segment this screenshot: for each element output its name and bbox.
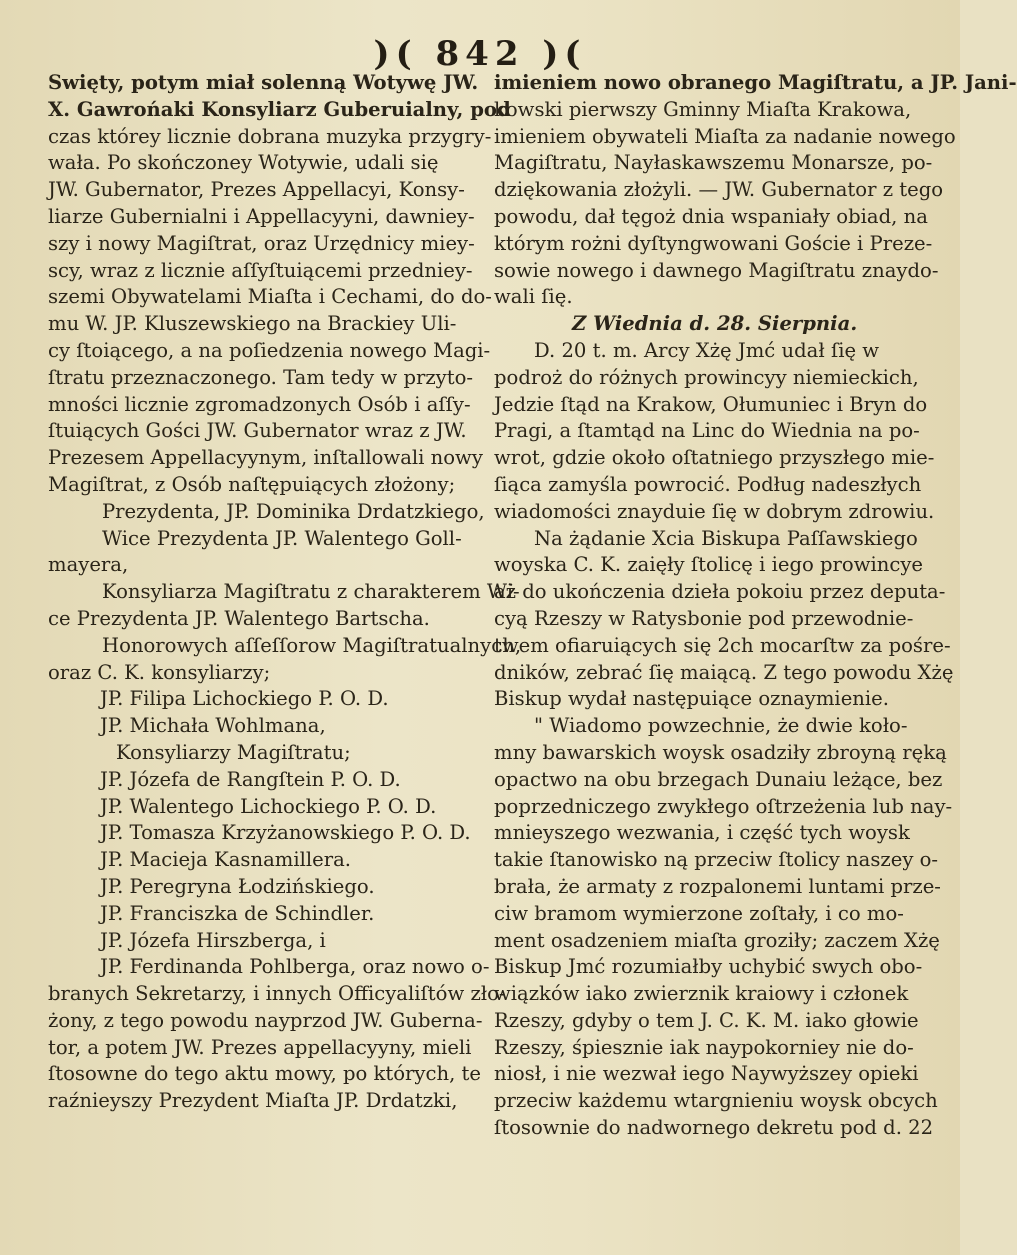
text-line: Pragi, a ſtamtąd na Linc do Wiednia na po- — [494, 419, 920, 443]
text-line: wała. Po skończoney Wotywie, udali się — [48, 151, 439, 175]
text-line: cy ſtoiącego, a na poſiedzenia nowego Magi- — [48, 338, 491, 362]
text-line: wiadomości znayduie ſię w dobrym zdrowiu. — [494, 499, 935, 523]
text-line: Konsyliarzy Magiſtratu; — [116, 740, 351, 764]
text-line: ce Prezydenta JP. Walentego Bartscha. — [48, 606, 430, 630]
text-line: ment osadzeniem miaſta groziły; zaczem Xżę — [494, 928, 940, 952]
text-line: Magiſtratu, Nayłaskawszemu Monarsze, po- — [494, 151, 933, 175]
text-line: żony, z tego powodu nayprzod JW. Guberna- — [48, 1008, 483, 1032]
text-line: cyą Rzeszy w Ratysbonie pod przewodnie- — [494, 606, 914, 630]
text-line: JP. Józefa Hirszberga, i — [100, 928, 326, 952]
text-line: sowie nowego i dawnego Magiſtratu znaydo- — [494, 258, 939, 282]
text-line: Prezesem Appellacyynym, inſtallowali nowy — [48, 446, 483, 470]
text-line: ſtosowne do tego aktu mowy, po których, te — [48, 1062, 482, 1086]
text-line: ſtuiących Gości JW. Gubernator wraz z JW. — [48, 419, 467, 443]
text-line: podroż do różnych prowincyy niemieckich, — [494, 365, 919, 389]
text-line: twem ofiaruiących się 2ch mocarſtw za pośre- — [494, 633, 951, 657]
left-text-column — [48, 70, 522, 1115]
text-line: D. 20 t. m. Arcy Xżę Jmć udał ſię w — [534, 338, 880, 362]
text-line: X. Gawrońaki Konsyliarz Guberuialny, pod — [48, 97, 511, 121]
text-line: wali ſię. — [494, 285, 573, 309]
text-line: mu W. JP. Kluszewskiego na Brackiey Uli- — [48, 312, 457, 336]
text-line: Prezydenta, JP. Dominika Drdatzkiego, — [102, 499, 485, 523]
text-line: JP. Macieja Kasnamillera. — [100, 848, 352, 872]
text-line: Biskup wydał następuiące oznaymienie. — [494, 687, 890, 711]
text-line: raźnieyszy Prezydent Miaſta JP. Drdatzki, — [48, 1089, 458, 1113]
text-line: oraz C. K. konsyliarzy; — [48, 660, 271, 684]
text-line: woyska C. K. zaięły ſtolicę i iego prowincye — [494, 553, 924, 577]
text-line: imieniem obywateli Miaſta za nadanie nowego — [494, 124, 956, 148]
text-line: szy i nowy Magiſtrat, oraz Urzędnicy miey- — [48, 231, 475, 255]
text-line: Honorowych aſſeſſorow Magiſtratualnych, — [102, 633, 522, 657]
text-line: Swięty, potym miał solenną Wotywę JW. — [48, 71, 479, 94]
text-line: czas którey licznie dobrana muzyka przygry- — [48, 124, 492, 148]
text-line: dziękowania złożyli. — JW. Gubernator z tego — [494, 178, 944, 202]
text-line: JP. Tomasza Krzyżanowskiego P. O. D. — [100, 821, 471, 845]
text-line: JP. Michała Wohlmana, — [100, 714, 326, 738]
text-line: powodu, dał tęgoż dnia wspaniały obiad, na — [494, 204, 928, 228]
text-line: którym rożni dyſtyngwowani Goście i Preze- — [494, 231, 933, 255]
text-line: liarze Gubernialni i Appellacyyni, dawniey- — [48, 204, 475, 228]
text-line: branych Sekretarzy, i innych Officyaliſtów zło- — [48, 982, 506, 1006]
text-line: przeciw każdemu wtargnieniu woysk obcych — [494, 1089, 938, 1113]
text-line: JP. Franciszka de Schindler. — [100, 901, 375, 925]
text-line: Rzeszy, śpiesznie iak naypokorniey nie do- — [494, 1035, 914, 1059]
text-line: poprzedniczego zwykłego oſtrzeżenia lub nay- — [494, 794, 953, 818]
text-line: JP. Filipa Lichockiego P. O. D. — [100, 687, 389, 711]
text-line: mności licznie zgromadzonych Osób i aſſy- — [48, 392, 471, 416]
text-line: Magiſtrat, z Osób naſtępuiących złożony; — [48, 472, 456, 496]
text-line: JP. Józefa de Rangſtein P. O. D. — [100, 767, 401, 791]
text-line: kowski pierwszy Gminny Miaſta Krakowa, — [494, 97, 912, 121]
text-line: ſtosownie do nadwornego dekretu pod d. 22 — [494, 1116, 934, 1140]
text-line: tor, a potem JW. Prezes appellacyyny, mieli — [48, 1035, 472, 1059]
text-line: mayera, — [48, 553, 129, 577]
page-number-header: )( 842 )( — [373, 34, 587, 74]
text-line: JP. Peregryna Łodzińskiego. — [100, 874, 375, 898]
text-line: imieniem nowo obranego Magiſtratu, a JP. Jani- — [494, 71, 1017, 94]
text-line: " Wiadomo powzechnie, że dwie koło- — [534, 714, 908, 738]
text-line: szemi Obywatelami Miaſta i Cechami, do do- — [48, 285, 492, 309]
text-line: Jedzie ſtąd na Krakow, Ołumuniec i Bryn do — [494, 392, 928, 416]
text-line: Rzeszy, gdyby o tem J. C. K. M. iako głowie — [494, 1008, 919, 1032]
text-line: Biskup Jmć rozumiałby uchybić swych obo- — [494, 955, 923, 979]
text-line: takie ſtanowisko ną przeciw ſtolicy naszey o- — [494, 848, 939, 872]
text-line: JP. Walentego Lichockiego P. O. D. — [100, 794, 437, 818]
text-line: Wice Prezydenta JP. Walentego Goll- — [102, 526, 462, 550]
text-line: dników, zebrać ſię maiącą. Z tego powodu Xżę — [494, 660, 954, 684]
text-line: Na żądanie Xcia Biskupa Paſſawskiego — [534, 526, 918, 550]
text-line: scy, wraz z licznie aſſyſtuiącemi przedniey- — [48, 258, 473, 282]
text-line: wiązków iako zwierznik kraiowy i członek — [494, 982, 909, 1006]
text-line: opactwo na obu brzegach Dunaiu leżące, bez — [494, 767, 943, 791]
text-line: mnieyszego wezwania, i część tych woysk — [494, 821, 910, 845]
text-line: JP. Ferdinanda Pohlberga, oraz nowo o- — [100, 955, 490, 979]
right-text-column — [494, 70, 1017, 1142]
text-line: ſiąca zamyśla powrocić. Podług nadeszłych — [494, 472, 922, 496]
text-line: JW. Gubernator, Prezes Appellacyi, Konsy- — [48, 178, 465, 202]
text-line: aż do ukończenia dzieła pokoiu przez deputa- — [494, 580, 946, 604]
text-line: wrot, gdzie około oſtatniego przyszłego mie- — [494, 446, 935, 470]
text-line: Z Wiednia d. 28. Sierpnia. — [572, 312, 858, 336]
text-line: brała, że armaty z rozpalonemi luntami prze- — [494, 874, 941, 898]
text-line: ciw bramom wymierzone zoſtały, i co mo- — [494, 901, 904, 925]
text-line: Konsyliarza Magiſtratu z charakterem Wi- — [102, 580, 520, 604]
text-line: niosł, i nie wezwał iego Naywyższey opieki — [494, 1062, 919, 1086]
text-line: mny bawarskich woysk osadziły zbroyną ręką — [494, 740, 947, 764]
text-line: ſtratu przeznaczonego. Tam tedy w przyto- — [48, 365, 474, 389]
